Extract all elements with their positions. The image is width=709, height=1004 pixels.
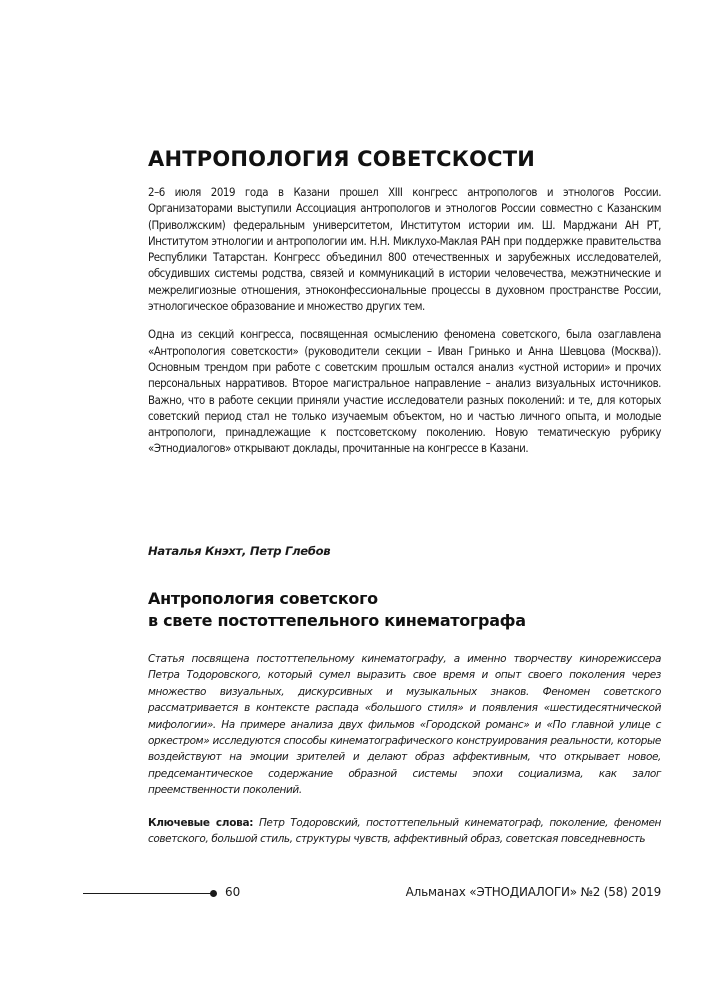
intro-paragraph: 2–6 июля 2019 года в Казани прошел XIII конгресс антропологов и этнологов России. Организаторами выступили Ассоциация антропологов и этнологов России совместно с Казанским (Приволжским) федеральным университетом, Институтом истории им. Ш. Марджани АН РТ, Институтом этнологии и антропологии им. Н.Н. Миклухо-Маклая РАН при поддержке правительства Республики Татарстан. Конгресс объединил 800 отечественных и зарубежных исследователей, обсудивших системы родства, связей и коммуникаций в истории человечества, межэтнические и межрелигиозные отношения, этноконфессиональные процессы в духовном пространстве России, этнологическое образование и множество других тем. [148, 185, 661, 314]
article-abstract: Статья посвящена постоттепельному кинематографу, а именно творчеству кинорежиссера Петра Тодоровского, который сумел выразить свое время и опыт своего поколения через множество визуальных, дискурсивных и музыкальных знаков. Феномен советского рассматривается в контексте распада «большого стиля» и появления «шестидесятнической мифологии». На примере анализа двух фильмов «Городской романс» и «По главной улице с оркестром» исследуются способы кинематографического конструирования реальности, которые воздействуют на эмоции зрителей и делают образ аффективным, что открывает новое, предсемантическое содержание образной системы эпохи социализма, как залог преемственности поколений. [148, 653, 661, 797]
page-number: 60 [225, 885, 241, 899]
footer-rule [83, 893, 211, 894]
keywords-text: Петр Тодоровский, постоттепельный кинематограф, поколение, феномен советского, большой стиль, структуры чувств, аффективный образ, советская повседневность [148, 817, 661, 846]
keywords-label: Ключевые слова: [148, 817, 254, 829]
article-keywords [148, 815, 661, 848]
article-title-line: Антропология советского [148, 589, 378, 608]
section-title: АНТРОПОЛОГИЯ СОВЕТСКОСТИ [148, 147, 536, 171]
article-title [148, 588, 661, 631]
intro-text [148, 184, 661, 469]
journal-name: Альманах «ЭТНОДИАЛОГИ» №2 (58) 2019 [405, 885, 661, 899]
article-authors: Наталья Кнэхт, Петр Глебов [148, 544, 331, 558]
article-title-line: в свете постоттепельного кинематографа [148, 610, 526, 630]
footer-bullet-icon [210, 890, 217, 897]
intro-paragraph: Одна из секций конгресса, посвященная осмыслению феномена советского, была озаглавлена «Антропология советскости» (руководители секции – Иван Гринько и Анна Шевцова (Москва)). Основным трендом при работе с советским прошлым остался анализ «устной истории» и прочих персональных нарративов. Второе магистральное направление – анализ визуальных источников. Важно, что в работе секции приняли участие исследователи разных поколений: и те, для которых советский период стал не только изучаемым объектом, но и частью личного опыта, и молодые антропологи, принадлежащие к постсоветскому поколению. Новую тематическую рубрику «Этнодиалогов» открывают доклады, прочитанные на конгрессе в Казани. [148, 327, 661, 456]
